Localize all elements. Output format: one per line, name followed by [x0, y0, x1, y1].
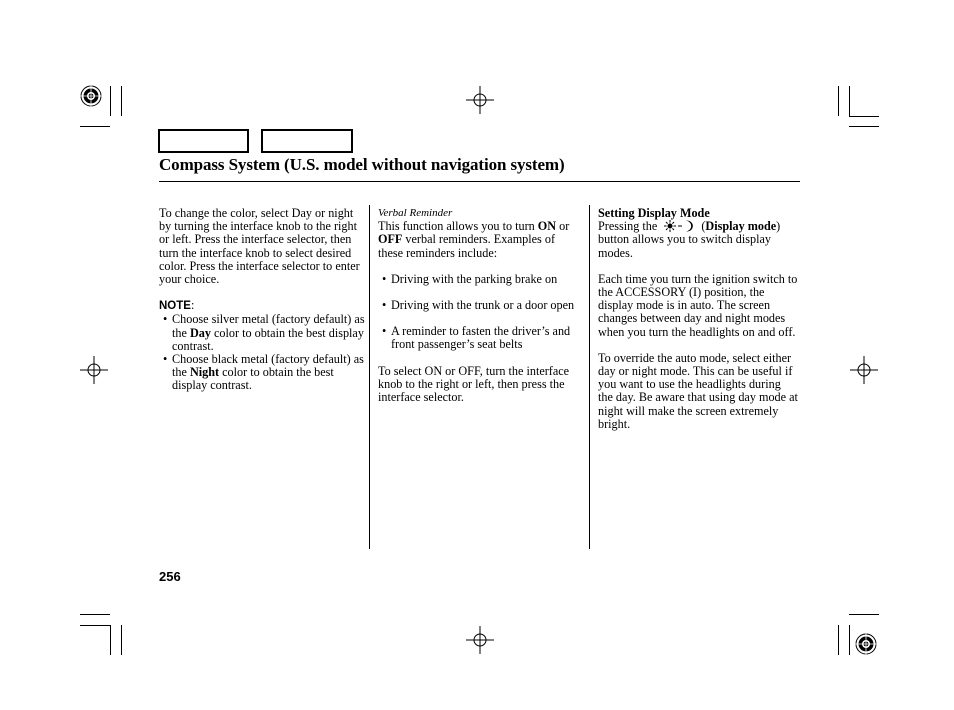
header-tab-2 — [261, 129, 353, 153]
paragraph: Each time you turn the ignition switch to the ACCESSORY (I) position, the display mode is in auto. The screen changes between day and night modes when you turn the headlights on and off. — [598, 271, 798, 339]
paragraph: To select ON or OFF, turn the interface knob to the right or left, then press the interface selector. — [378, 363, 570, 405]
crosshair-icon — [466, 626, 494, 654]
title-rule — [159, 181, 800, 182]
intro-paragraph: To change the color, select Day or night by turning the interface knob to the right or left. Press the interface selector, then turn the interface knob to select desired color. Press the interface selector to enter your choice. — [159, 206, 360, 287]
list-item: • Choose black metal (factory default) as the Night color to obtain the best display contrast. — [159, 353, 365, 393]
list-item: • Driving with the parking brake on — [378, 273, 580, 286]
note-heading — [159, 299, 365, 313]
registration-mark-icon — [79, 84, 103, 108]
crosshair-icon — [850, 356, 878, 384]
paragraph: Pressing the (Display mode) button allows you to switch display modes. — [598, 219, 781, 260]
list-item: • A reminder to fasten the driver’s and front passenger’s seat belts — [378, 325, 580, 351]
paragraph: To override the auto mode, select either day or night mode. This can be useful if you want to use the headlights during the day. Be aware that using day mode at night will make the screen extremely bright. — [598, 350, 798, 431]
list-item: • Choose silver metal (factory default) as the Day color to obtain the best display contrast. — [159, 313, 365, 353]
column-divider — [589, 205, 590, 549]
crosshair-icon — [80, 356, 108, 384]
registration-mark-icon — [854, 632, 878, 656]
note-colon: : — [190, 298, 195, 313]
section-heading: Setting Display Mode — [598, 206, 710, 220]
sun-moon-icon — [660, 220, 698, 232]
note-label: NOTE — [159, 300, 191, 313]
paragraph: This function allows you to turn ON or OFF verbal reminders. Examples of these reminders include: — [378, 219, 570, 260]
column-3 — [598, 207, 798, 431]
column-2 — [378, 207, 580, 404]
page-number: 256 — [159, 569, 181, 584]
list-item: • Driving with the trunk or a door open — [378, 299, 580, 312]
column-divider — [369, 205, 370, 549]
page-title: Compass System (U.S. model without navigation system) — [159, 155, 565, 174]
crosshair-icon — [466, 86, 494, 114]
section-heading: Verbal Reminder — [378, 207, 453, 219]
header-tab-1 — [158, 129, 249, 153]
column-1 — [159, 207, 365, 393]
